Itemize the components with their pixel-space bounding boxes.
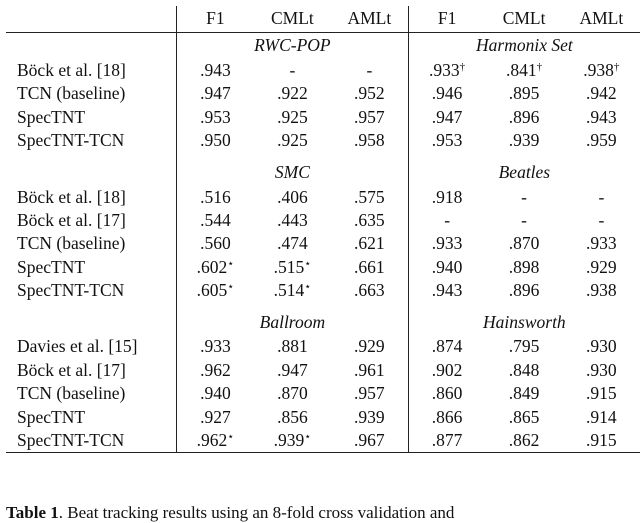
score-cell xyxy=(408,106,485,129)
score-cell xyxy=(485,129,562,159)
score-cell xyxy=(254,429,331,453)
dataset-title-left: RWC-POP xyxy=(177,33,409,60)
score-value: .962 xyxy=(196,430,228,451)
score-value: .930 xyxy=(586,336,617,357)
score-cell xyxy=(177,129,254,159)
score-value: .514 xyxy=(273,280,305,301)
method-name-cell: TCN (baseline) xyxy=(6,382,177,405)
method-name-cell: TCN (baseline) xyxy=(6,232,177,255)
score-cell xyxy=(331,429,408,453)
score-cell xyxy=(177,232,254,255)
dataset-title-spacer xyxy=(6,33,177,60)
score-value: .925 xyxy=(277,130,308,151)
score-value: .943 xyxy=(431,280,463,301)
score-cell xyxy=(563,256,640,279)
score-value: .544 xyxy=(200,209,231,230)
dataset-title-spacer xyxy=(6,160,177,186)
score-value: .961 xyxy=(354,359,385,380)
score-cell xyxy=(408,256,485,279)
score-cell xyxy=(408,359,485,382)
column-header-amlt-left: AMLt xyxy=(331,6,408,33)
score-value: - xyxy=(598,186,605,207)
score-cell xyxy=(563,106,640,129)
score-value: .933 xyxy=(586,233,617,254)
score-cell xyxy=(408,59,485,82)
score-cell xyxy=(331,129,408,159)
score-value: .962 xyxy=(200,359,231,380)
score-cell xyxy=(485,336,562,359)
score-cell xyxy=(408,129,485,159)
score-cell xyxy=(331,382,408,405)
score-value: .896 xyxy=(508,280,540,301)
score-value: .841 xyxy=(506,59,537,80)
score-value: .602 xyxy=(196,256,228,277)
score-cell xyxy=(254,59,331,82)
significance-mark: ⋆ xyxy=(304,281,312,294)
score-value: .635 xyxy=(354,209,385,230)
score-value: - xyxy=(521,186,527,207)
score-value: .925 xyxy=(277,106,308,127)
significance-mark: † xyxy=(613,60,620,73)
column-header-f1-left: F1 xyxy=(177,6,254,33)
results-table-body xyxy=(6,33,640,453)
score-cell xyxy=(254,359,331,382)
score-cell xyxy=(563,382,640,405)
column-header-cmlt-right: CMLt xyxy=(485,6,562,33)
score-value: .929 xyxy=(354,336,385,357)
significance-mark: ⋆ xyxy=(304,431,312,444)
score-cell xyxy=(254,406,331,429)
score-cell xyxy=(408,209,485,232)
score-cell xyxy=(177,382,254,405)
significance-mark: † xyxy=(536,60,543,73)
score-cell xyxy=(485,82,562,105)
significance-mark: ⋆ xyxy=(227,257,235,270)
score-cell xyxy=(177,336,254,359)
method-column-header xyxy=(6,6,177,33)
score-value: .933 xyxy=(200,336,231,357)
method-name-cell: SpecTNT-TCN xyxy=(6,129,177,159)
column-header-amlt-right: AMLt xyxy=(563,6,640,33)
score-value: .895 xyxy=(508,83,540,104)
column-header-cmlt-left: CMLt xyxy=(254,6,331,33)
score-value: .848 xyxy=(508,359,540,380)
dataset-title-row xyxy=(6,33,640,60)
score-cell xyxy=(331,186,408,209)
table-row xyxy=(6,232,640,255)
score-value: .939 xyxy=(354,406,385,427)
score-cell xyxy=(485,59,562,82)
score-cell xyxy=(485,406,562,429)
score-value: .474 xyxy=(277,233,308,254)
method-name-cell: Davies et al. [15] xyxy=(6,336,177,359)
score-value: .933 xyxy=(429,59,460,80)
score-value: .874 xyxy=(431,336,463,357)
score-value: .940 xyxy=(431,256,463,277)
method-name-cell: SpecTNT xyxy=(6,406,177,429)
score-value: .953 xyxy=(200,106,231,127)
score-cell xyxy=(485,279,562,309)
table-row xyxy=(6,359,640,382)
score-value: .957 xyxy=(354,383,385,404)
table-row xyxy=(6,406,640,429)
score-value: .516 xyxy=(200,186,231,207)
method-name-cell: Böck et al. [17] xyxy=(6,209,177,232)
score-cell xyxy=(563,129,640,159)
score-value: .958 xyxy=(354,130,385,151)
score-cell xyxy=(408,82,485,105)
score-cell xyxy=(563,186,640,209)
score-value: .915 xyxy=(586,430,617,451)
table-row xyxy=(6,59,640,82)
caption-text: . Beat tracking results using an 8-fold cross validation and xyxy=(58,503,455,522)
score-value: .922 xyxy=(277,83,308,104)
results-table-container xyxy=(6,6,640,453)
score-cell xyxy=(331,256,408,279)
score-value: .406 xyxy=(277,186,308,207)
score-cell xyxy=(563,59,640,82)
score-value: .870 xyxy=(277,383,308,404)
score-value: .663 xyxy=(354,280,385,301)
score-cell xyxy=(408,382,485,405)
score-value: .856 xyxy=(277,406,308,427)
dataset-title-right: Beatles xyxy=(498,161,551,182)
score-cell xyxy=(563,359,640,382)
method-name-cell: TCN (baseline) xyxy=(6,82,177,105)
score-cell xyxy=(563,429,640,453)
score-value: .560 xyxy=(200,233,231,254)
score-cell xyxy=(177,106,254,129)
method-name-cell: SpecTNT xyxy=(6,106,177,129)
dataset-title-spacer xyxy=(6,310,177,336)
score-value: .939 xyxy=(508,130,540,151)
dataset-title-left: Ballroom xyxy=(177,310,409,336)
table-row xyxy=(6,279,640,309)
score-value: .621 xyxy=(354,233,385,254)
score-cell xyxy=(331,359,408,382)
table-row xyxy=(6,186,640,209)
method-name-cell: SpecTNT-TCN xyxy=(6,279,177,309)
score-cell xyxy=(177,406,254,429)
significance-mark: ⋆ xyxy=(227,281,235,294)
score-value: .929 xyxy=(586,256,617,277)
table-row xyxy=(6,106,640,129)
score-value: .946 xyxy=(431,83,463,104)
dataset-title-left: SMC xyxy=(177,160,409,186)
score-cell xyxy=(254,279,331,309)
score-cell xyxy=(254,336,331,359)
significance-mark: ⋆ xyxy=(227,431,235,444)
score-value: .575 xyxy=(354,186,385,207)
score-value: .940 xyxy=(200,383,231,404)
table-row xyxy=(6,209,640,232)
score-value: .795 xyxy=(508,336,540,357)
score-value: .443 xyxy=(277,209,308,230)
score-value: .915 xyxy=(586,383,617,404)
score-value: .959 xyxy=(586,130,617,151)
score-value: .947 xyxy=(431,106,463,127)
table-row xyxy=(6,382,640,405)
table-row xyxy=(6,82,640,105)
score-value: - xyxy=(289,59,296,80)
score-cell xyxy=(331,106,408,129)
method-name-cell: SpecTNT-TCN xyxy=(6,429,177,453)
score-value: .952 xyxy=(354,83,385,104)
score-value: .865 xyxy=(508,406,540,427)
score-value: .515 xyxy=(273,256,305,277)
score-value: .898 xyxy=(508,256,540,277)
score-cell xyxy=(485,359,562,382)
score-value: .918 xyxy=(431,186,463,207)
score-value: .877 xyxy=(431,430,463,451)
score-value: .967 xyxy=(354,430,385,451)
score-value: .881 xyxy=(277,336,308,357)
dataset-title-row xyxy=(6,310,640,336)
score-cell xyxy=(254,82,331,105)
score-cell xyxy=(485,209,562,232)
method-name-cell: Böck et al. [18] xyxy=(6,59,177,82)
score-cell xyxy=(177,82,254,105)
score-value: .860 xyxy=(431,383,463,404)
score-cell xyxy=(177,209,254,232)
score-value: - xyxy=(521,209,527,230)
score-cell xyxy=(485,382,562,405)
score-cell xyxy=(177,359,254,382)
dataset-title-right: Hainsworth xyxy=(483,311,566,332)
score-value: .927 xyxy=(200,406,231,427)
score-cell xyxy=(331,82,408,105)
score-cell xyxy=(254,106,331,129)
score-cell xyxy=(408,336,485,359)
score-value: .953 xyxy=(431,130,463,151)
score-value: .849 xyxy=(508,383,540,404)
results-table xyxy=(6,6,640,453)
significance-mark: ⋆ xyxy=(304,257,312,270)
score-cell xyxy=(331,232,408,255)
score-cell xyxy=(254,129,331,159)
score-value: .933 xyxy=(431,233,463,254)
score-cell xyxy=(254,209,331,232)
score-value: .943 xyxy=(200,59,231,80)
dataset-title-right: Harmonix Set xyxy=(476,35,573,56)
score-value: .661 xyxy=(354,256,385,277)
score-cell xyxy=(177,279,254,309)
column-header-f1-right: F1 xyxy=(408,6,485,33)
score-value: .862 xyxy=(508,430,540,451)
score-cell xyxy=(563,232,640,255)
score-value: .866 xyxy=(431,406,463,427)
score-value: .902 xyxy=(431,359,463,380)
score-cell xyxy=(408,429,485,453)
score-cell xyxy=(331,336,408,359)
score-cell xyxy=(254,382,331,405)
score-cell xyxy=(331,209,408,232)
score-value: .938 xyxy=(586,280,617,301)
method-name-cell: Böck et al. [18] xyxy=(6,186,177,209)
score-value: - xyxy=(598,209,605,230)
score-cell xyxy=(408,186,485,209)
score-cell xyxy=(331,406,408,429)
score-cell xyxy=(254,186,331,209)
score-value: - xyxy=(444,209,451,230)
score-cell xyxy=(563,82,640,105)
score-value: .942 xyxy=(586,83,617,104)
score-cell xyxy=(177,429,254,453)
method-name-cell: Böck et al. [17] xyxy=(6,359,177,382)
score-cell xyxy=(485,232,562,255)
score-cell xyxy=(177,59,254,82)
score-value: .938 xyxy=(583,59,614,80)
score-cell xyxy=(485,186,562,209)
score-value: .930 xyxy=(586,359,617,380)
dataset-title-row xyxy=(6,160,640,186)
score-value: .870 xyxy=(508,233,540,254)
score-value: .896 xyxy=(508,106,540,127)
score-cell xyxy=(177,256,254,279)
method-name-cell: SpecTNT xyxy=(6,256,177,279)
significance-mark: † xyxy=(459,60,466,73)
score-value: .957 xyxy=(354,106,385,127)
table-row xyxy=(6,129,640,159)
score-cell xyxy=(563,336,640,359)
caption-label: Table 1 xyxy=(6,503,59,522)
score-cell xyxy=(331,279,408,309)
table-row xyxy=(6,336,640,359)
score-value: .914 xyxy=(586,406,617,427)
table-row xyxy=(6,429,640,453)
score-value: .939 xyxy=(273,430,305,451)
score-cell xyxy=(177,186,254,209)
score-value: .943 xyxy=(586,106,617,127)
score-cell xyxy=(485,256,562,279)
table-row xyxy=(6,256,640,279)
score-cell xyxy=(563,406,640,429)
score-cell xyxy=(408,406,485,429)
score-cell xyxy=(563,279,640,309)
score-value: - xyxy=(366,59,373,80)
column-header-row xyxy=(6,6,640,33)
score-value: .947 xyxy=(200,83,231,104)
score-cell xyxy=(408,232,485,255)
score-cell xyxy=(254,232,331,255)
score-value: .950 xyxy=(200,130,231,151)
score-cell xyxy=(254,256,331,279)
score-cell xyxy=(563,209,640,232)
score-cell xyxy=(485,106,562,129)
score-value: .605 xyxy=(196,280,228,301)
score-cell xyxy=(331,59,408,82)
score-cell xyxy=(408,279,485,309)
score-value: .947 xyxy=(277,359,308,380)
score-cell xyxy=(485,429,562,453)
table-caption xyxy=(6,503,454,523)
